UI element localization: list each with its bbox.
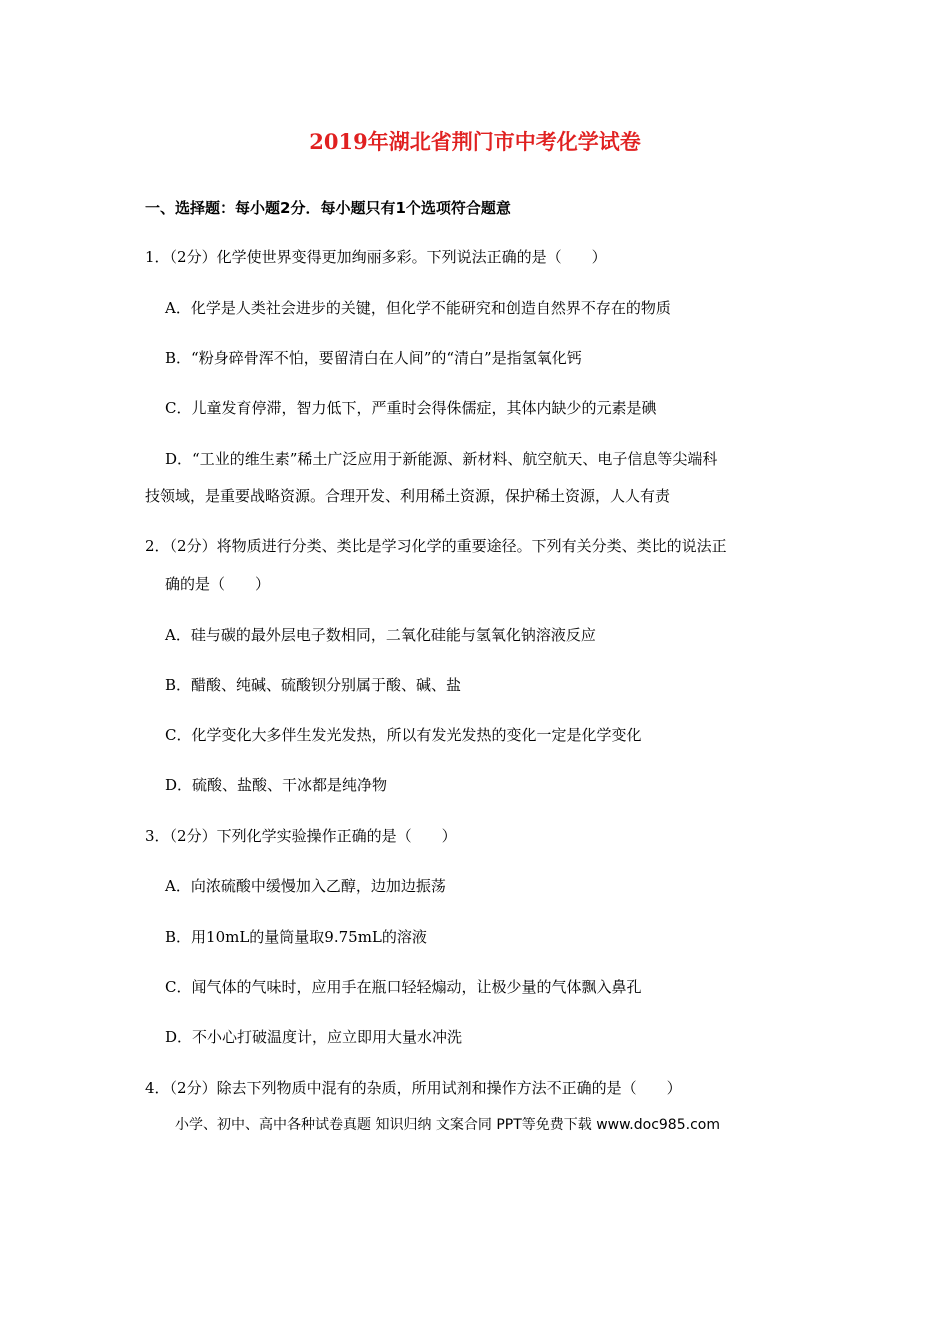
question-1-option-b: B．“粉身碎骨浑不怕，要留清白在人间”的“清白”是指氢氧化钙	[165, 349, 582, 367]
question-1-option-d: D．“工业的维生素”稀土广泛应用于新能源、新材料、航空航天、电子信息等尖端科	[165, 450, 718, 468]
question-1-option-d-cont: 技领域，是重要战略资源。合理开发、利用稀土资源，保护稀土资源，人人有责	[145, 487, 671, 505]
question-1-stem: 1．（2分）化学使世界变得更加绚丽多彩。下列说法正确的是（ ）	[145, 248, 607, 266]
question-2-option-a: A．硅与碳的最外层电子数相同，二氧化硅能与氢氧化钠溶液反应	[165, 626, 596, 644]
question-4-stem: 4．（2分）除去下列物质中混有的杂质，所用试剂和操作方法不正确的是（ ）	[145, 1079, 682, 1097]
page-footer: 小学、初中、高中各种试卷真题 知识归纳 文案合同 PPT等免费下载 www.doc985.com	[175, 1117, 720, 1133]
question-1-option-a: A．化学是人类社会进步的关键，但化学不能研究和创造自然界不存在的物质	[165, 299, 671, 317]
question-2-option-c: C．化学变化大多伴生发光发热，所以有发光发热的变化一定是化学变化	[165, 726, 642, 744]
question-3-option-b: B．用10mL的量筒量取9.75mL的溶液	[165, 928, 427, 946]
question-3-option-d: D．不小心打破温度计，应立即用大量水冲洗	[165, 1028, 463, 1046]
section-heading: 一、选择题：每小题2分．每小题只有1个选项符合题意	[145, 199, 511, 217]
question-1-option-c: C．儿童发育停滞，智力低下，严重时会得侏儒症，其体内缺少的元素是碘	[165, 399, 657, 417]
question-3-option-c: C．闻气体的气味时，应用手在瓶口轻轻煽动，让极少量的气体飘入鼻孔	[165, 978, 642, 996]
question-2-option-b: B．醋酸、纯碱、硫酸钡分别属于酸、碱、盐	[165, 676, 462, 694]
question-2-stem-cont: 确的是（ ）	[165, 575, 271, 593]
question-2-stem: 2．（2分）将物质进行分类、类比是学习化学的重要途径。下列有关分类、类比的说法正	[145, 537, 727, 555]
question-3-option-a: A．向浓硫酸中缓慢加入乙醇，边加边振荡	[165, 877, 446, 895]
question-3-stem: 3．（2分）下列化学实验操作正确的是（ ）	[145, 827, 457, 845]
question-2-option-d: D．硫酸、盐酸、干冰都是纯净物	[165, 776, 388, 794]
page-title: 2019年湖北省荆门市中考化学试卷	[309, 129, 641, 154]
